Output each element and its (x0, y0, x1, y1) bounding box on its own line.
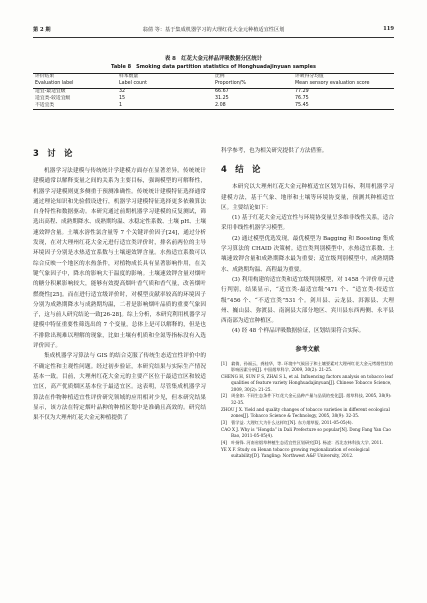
right-column (221, 146, 394, 460)
table-header-cell: Proportion/% (213, 81, 293, 88)
table-header-cell: 样本数量 (117, 74, 213, 81)
reference-entry: ZHOU J X. Yield and quality changes of tobacco varieties in different ecological zones[J]. Tobacco Science & Technology, 2005, 38(9): 32-35. (221, 406, 390, 418)
table-cell: 适宜类-较适宜级 (35, 95, 71, 101)
table-caption-zh: 表 8 红花大金元样品评吸数据分区统计 (164, 56, 263, 62)
header-rule (33, 37, 394, 38)
conclusion-item: (3) 利用构建的适宜类和适宜级判别模型，对 1458 个评价单元进行判别，结果显示，“适宜类-最适宜级”471 个、“适宜类-较适宜级”456 个、“不适宜类”531 个。剑川县、云龙县、洱源县、大理州、巍山县、弥渡县、南涧县大部分地区、宾川县东西两侧、永平县西南部为适宜种植区。 (221, 276, 394, 325)
table-header-cell: 评吸得分均值 (293, 74, 394, 81)
table-cell: 不适宜类 (33, 102, 117, 109)
table-cell: 32 (119, 88, 126, 94)
conclusion-item: (1) 基于红花大金元适宜性与环境协变量呈多维非线性关系，适合采用非线性机器学习模型。 (221, 215, 394, 232)
table-row (33, 95, 394, 102)
reference-entry: [3] 曹学益. 大理红大为什么这样红[N]. 东方烟草报, 2011-05-05(4). (221, 419, 353, 425)
body-paragraph: 科学参考，也为相关研究提供了方法借鉴。 (221, 148, 328, 154)
references-heading: 参考文献 (295, 345, 320, 353)
reference-entry: [1] 翁倩，孙福云，龚桂华，等. 环境中气候因子和土壤要素对大理州红花大金元烤烟性状的影响因素分析[J]. 中国烟草科学, 2009, 30(2): 21-25. (221, 360, 393, 373)
reference-entry: [4] 叶扬锋. 河南省烟草种植生态适宜性区划研究[D]. 杨凌：西北农林科技大学, 2011. (221, 439, 384, 445)
body-paragraph: 机器学习法建模与传统统计学建模方面存在显著差异。传统统计建模通常以解释变量之间的关系为主要目标，强调模型的可解释性，机器学习建模则更多侧重于预测准确性。传统统计建模特征选择通常通过理论知识和先验假设进行，机器学习建模特征选择更多依赖算法自身特性和数据驱动。本研究通过前期机器学习建模的反复测试，筛选出高程、成熟期降水、成熟期均温、水稳定性系数、土壤 pH、土壤速效钾含量。土壤水溶性氯含量等 7 个关键评价因子[24]，通过分析发现，在对大理州红花大金元进行适宜类评价时，排名前两位的主导环境因子分别是水热适宜系数与土壤速效钾含量。水热适宜系数可以综合反映一个地区的水热条件，对植物成长具有显著影响作用，在关键气象因子中，降水的影响大于温度的影响。土壤速效钾含量对烟叶的糖分积累影响较大，能够有效提高烟叶香气质和香气量，改善烟叶燃烧性[25]。而在进行适宜级评价时，对模型贡献率较高的环境因子分别为成熟期降水与成熟期均温，二者是影响烟叶品质的重要气象因子，这与前人研究结论一致[26-28]。综上分析，本研究利用机器学习建模中特征重要性筛选出的 7 个变量，总体上是可以解释的，但是也不排除出现难以理解的现象，比如土壤有机质和全氮等指标没有入选评价因子。 (33, 168, 206, 350)
table-header-cell: 比例 (213, 74, 293, 81)
page-number: 119 (383, 26, 394, 32)
table-header-cell: Label count (117, 81, 213, 88)
table-cell: 66.67 (215, 88, 229, 94)
section-heading-discussion: 3 讨 论 (33, 148, 73, 158)
table-header-cell: Mean sensory evaluation score (293, 81, 394, 88)
table-row (33, 88, 394, 95)
reference-entry: CHENG H, SUN F S, ZHAI S L, et al. Influencing factors analysis on tobacco leaf qualities of feature variety Honghuadajinyuan[J]. Chinese Tobacco Science, 2009, 30(2): 21-25. (221, 373, 393, 392)
table-cell: 1 (117, 102, 213, 109)
reference-entry: CAO X J. Why is “Hongda” in Dali Prefecture so popular[N]. Dong Fang Yan Cao Bao, 2011-05-05(4). (221, 426, 391, 438)
table-cell: 适宜-最适宜级 (35, 88, 66, 94)
section-heading-conclusion: 4 结 论 (221, 164, 261, 175)
table-header-cell: Evaluation label (33, 81, 117, 88)
table-caption-en: Table 8 Smoking data partition statistics of Honghuadajinyuan samples (111, 63, 316, 70)
table-cell: 15 (119, 95, 126, 101)
table-cell: 31.25 (215, 95, 229, 101)
smoking-data-table (33, 73, 394, 110)
running-title: 翁倩 等：基于集成机器学习的大理红花大金元种植适宜性区划 (142, 27, 285, 33)
table-row (33, 102, 394, 109)
table-cell: 77.29 (295, 88, 309, 94)
running-header (33, 26, 394, 36)
reference-entry: YE X F. Study on Henan tobacco growing regionalization of ecological suitability[D]. Yangling: Northwest A&F University, 2012. (221, 446, 370, 459)
conclusion-item: (4) 经 48 个样品评吸数据验证，区划结果符合实际。 (232, 328, 365, 335)
table-cell: 2.08 (213, 102, 293, 109)
issue-number: 第 2 期 (33, 27, 51, 33)
table-caption (33, 56, 394, 71)
table-cell: 75.45 (293, 102, 394, 109)
conclusion-item: (2) 通过模型优选发现，最优模型为 Bagging 和 Boosting 集成学习算法的 CHAID 决策树。适宜类判别模型中，水热适宜系数、土壤速效钾含量和成熟期降水最为重要；适宜级判别模型中，成熟期降水、成熟期均温、高程最为重要。 (221, 235, 394, 273)
reference-entry: [2] 周金如. 不同生态条件下红花大金元品种产量与品质的变化[J]. 烟草科技, 2005, 38(9): 32-35. (221, 393, 392, 405)
body-paragraph: 本研究以大理州红花大金元种植适宜区划为目标，利用机器学习建模方法，基于气象、地形和土壤等环境协变量，预测其种植适宜区。主要结论如下： (221, 184, 394, 211)
table-cell: 76.75 (295, 95, 309, 101)
table-header-cell: 评价结果 (33, 74, 117, 81)
body-paragraph: 集成机器学习算法与 GIS 的结合克服了传统生态适宜性评价中的不确定性和主观性问题。经过初步验证，本研究结果与实际生产情况基本一致。目前，大理州红花大金元的主要产区位于最适宜区和较适宜区，高产优质烟区基本位于最适宜区。这表明，尽管集成机器学习算法在作物种植适宜性评价研究领域的应用相对少见，但本研究结果显示，该方法在特定烟叶品种的种植区划中是准确且高效的。研究结果不仅为大理州红花大金元种植提供了 (33, 353, 206, 422)
left-column (33, 146, 206, 423)
